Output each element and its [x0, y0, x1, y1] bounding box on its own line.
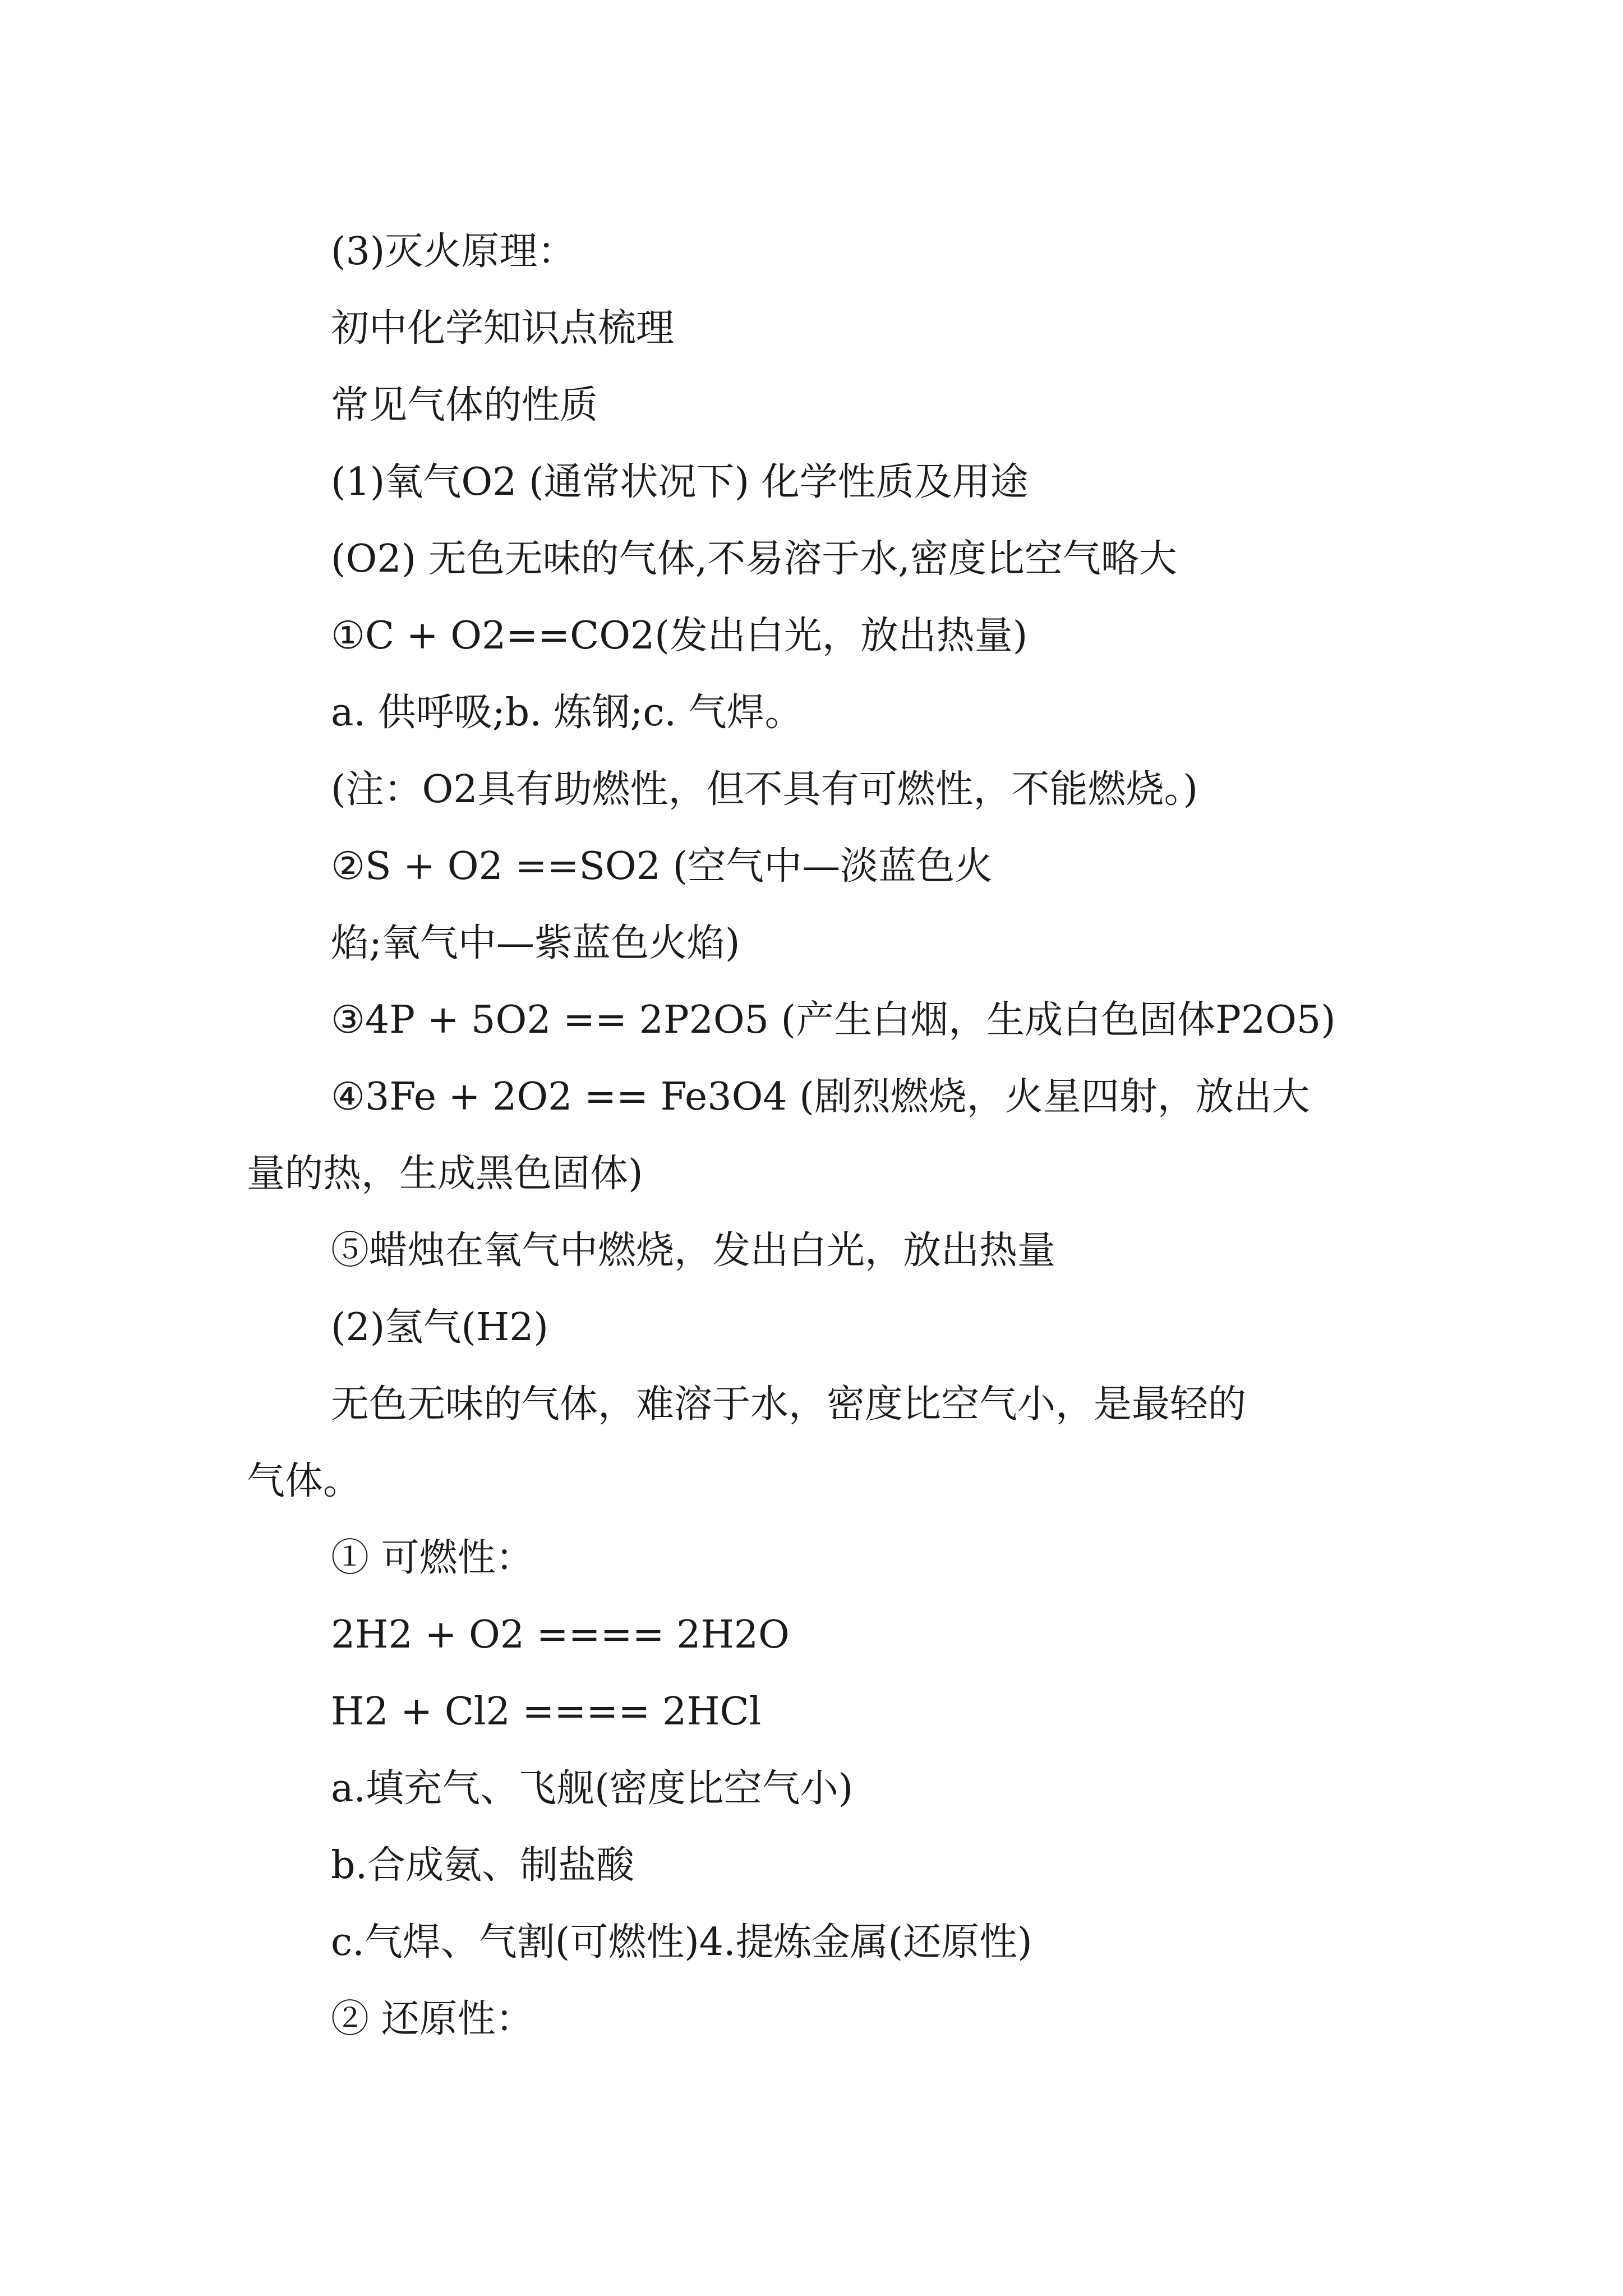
text-line: c.气焊、气割(可燃性)4.提炼金属(还原性): [331, 1920, 1032, 1964]
text-line: H2 + Cl2 ==== 2HCl: [331, 1690, 762, 1734]
text-line: 2H2 + O2 ==== 2H2O: [331, 1613, 790, 1657]
text-line: ②S + O2 ==SO2 (空气中—淡蓝色火: [331, 844, 993, 889]
text-line: (1)氧气O2 (通常状况下) 化学性质及用途: [331, 460, 1029, 504]
text-line: a. 供呼吸;b. 炼钢;c. 气焊。: [331, 691, 803, 735]
text-line: (2)氢气(H2): [331, 1305, 548, 1350]
text-line: ② 还原性：: [331, 1997, 534, 2041]
text-line: (O2) 无色无味的气体,不易溶于水,密度比空气略大: [331, 537, 1177, 581]
text-line: 焰;氧气中—紫蓝色火焰): [331, 921, 740, 965]
text-line: ⑤蜡烛在氧气中燃烧，发出白光，放出热量: [331, 1228, 1056, 1273]
text-line: 无色无味的气体，难溶于水，密度比空气小，是最轻的: [331, 1382, 1247, 1427]
text-line: ① 可燃性：: [331, 1536, 534, 1580]
text-line: (3)灭火原理：: [331, 229, 576, 274]
text-line: ①C + O2==CO2(发出白光，放出热量): [331, 614, 1028, 658]
text-line: b.合成氨、制盐酸: [331, 1843, 635, 1888]
text-line: (注：O2具有助燃性，但不具有可燃性，不能燃烧。): [331, 767, 1198, 812]
text-line: 初中化学知识点梳理: [331, 306, 675, 351]
text-line: 量的热，生成黑色固体): [247, 1152, 643, 1196]
text-line: ③4P + 5O2 == 2P2O5 (产生白烟，生成白色固体P2O5): [331, 998, 1336, 1042]
document-body: [247, 213, 1391, 2058]
text-line: 常见气体的性质: [331, 383, 598, 427]
text-line: ④3Fe + 2O2 == Fe3O4 (剧烈燃烧，火星四射，放出大: [331, 1075, 1310, 1119]
text-line: a.填充气、飞舰(密度比空气小): [331, 1766, 854, 1811]
text-line: 气体。: [247, 1459, 362, 1503]
